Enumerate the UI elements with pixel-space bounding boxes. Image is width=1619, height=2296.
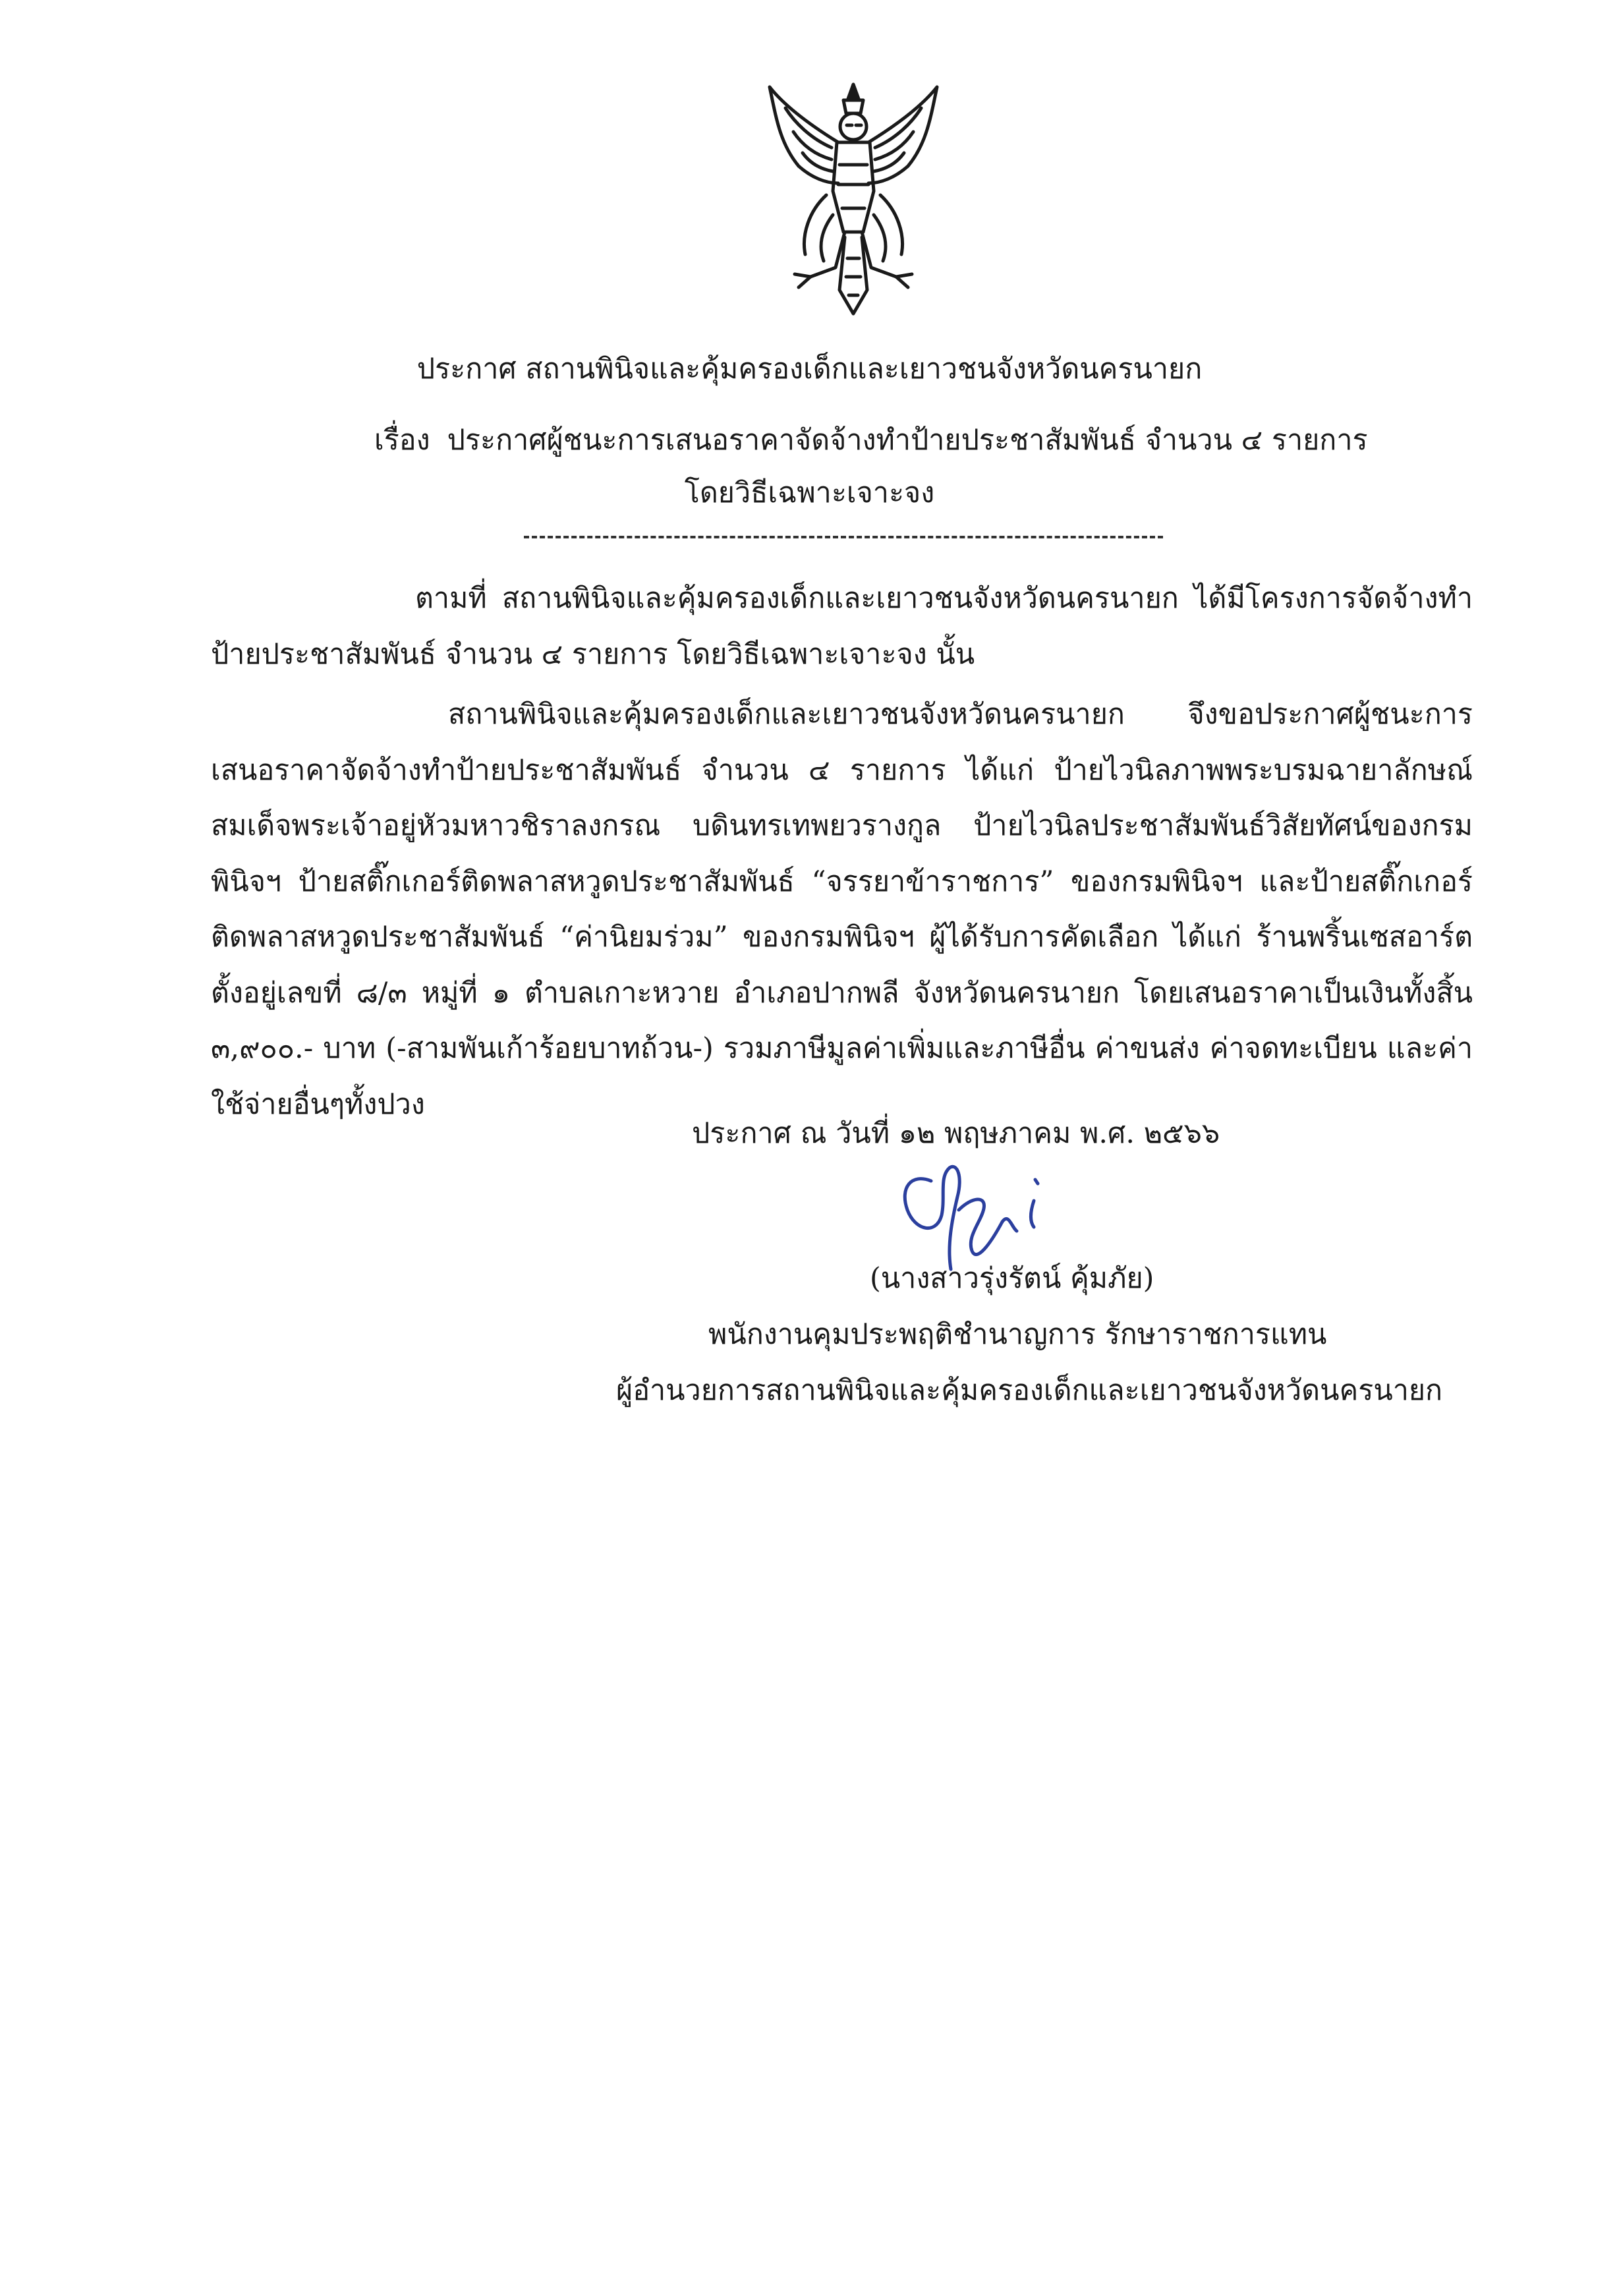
announcement-subject — [374, 420, 1368, 460]
signer-position: พนักงานคุมประพฤติชำนาญการ รักษาราชการแทน — [708, 1318, 1327, 1351]
subject-text: ประกาศผู้ชนะการเสนอราคาจัดจ้างทำป้ายประชาสัมพันธ์ จำนวน ๔ รายการ — [447, 424, 1368, 457]
announcement-subject-method: โดยวิธีเฉพาะเจาะจง — [684, 476, 935, 509]
subject-label: เรื่อง — [374, 424, 430, 457]
body-paragraph-2: สถานพินิจและคุ้มครองเด็กและเยาวชนจังหวัดนครนายก จึงขอประกาศผู้ชนะการเสนอราคาจัดจ้างทำป้ายประชาสัมพันธ์ จำนวน ๔ รายการ ได้แก่ ป้ายไวนิลภาพพระบรมฉายาลักษณ์ สมเด็จพระเจ้าอยู่หัวมหาวชิราลงกรณ บดินทรเทพยวรางกูล ป้ายไวนิลประชาสัมพันธ์วิสัยทัศน์ของกรมพินิจฯ ป้ายสติ๊กเกอร์ติดพลาสหวูดประชาสัมพันธ์ “จรรยาข้าราชการ” ของกรมพินิจฯ และป้ายสติ๊กเกอร์ติดพลาสหวูดประชาสัมพันธ์ “ค่านิยมร่วม” ของกรมพินิจฯ ผู้ได้รับการคัดเลือก ได้แก่ ร้านพริ้นเซสอาร์ต ตั้งอยู่เลขที่ ๘/๓ หมู่ที่ ๑ ตำบลเกาะหวาย อำเภอปากพลี จังหวัดนครนายก โดยเสนอราคาเป็นเงินทั้งสิ้น ๓,๙๐๐.- บาท (-สามพันเก้าร้อยบาทถ้วน-) รวมภาษีมูลค่าเพิ่มและภาษีอื่น ค่าขนส่ง ค่าจดทะเบียน และค่าใช้จ่ายอื่นๆทั้งปวง — [211, 698, 1473, 1121]
announcement-date: ประกาศ ณ วันที่ ๑๒ พฤษภาคม พ.ศ. ๒๕๖๖ — [692, 1117, 1220, 1150]
garuda-emblem-icon — [758, 79, 949, 323]
announcement-title: ประกาศ สถานพินิจและคุ้มครองเด็กและเยาวชนจังหวัดนครนายก — [416, 353, 1203, 386]
signer-organization: ผู้อำนวยการสถานพินิจและคุ้มครองเด็กและเยาวชนจังหวัดนครนายก — [616, 1374, 1443, 1407]
dashed-divider — [524, 536, 1163, 538]
body-paragraph-1: ตามที่ สถานพินิจและคุ้มครองเด็กและเยาวชนจังหวัดนครนายก ได้มีโครงการจัดจ้างทำป้ายประชาสัมพันธ์ จำนวน ๔ รายการ โดยวิธีเฉพาะเจาะจง นั้น — [211, 582, 1473, 671]
signer-name: (นางสาวรุ่งรัตน์ คุ้มภัย) — [870, 1262, 1154, 1295]
